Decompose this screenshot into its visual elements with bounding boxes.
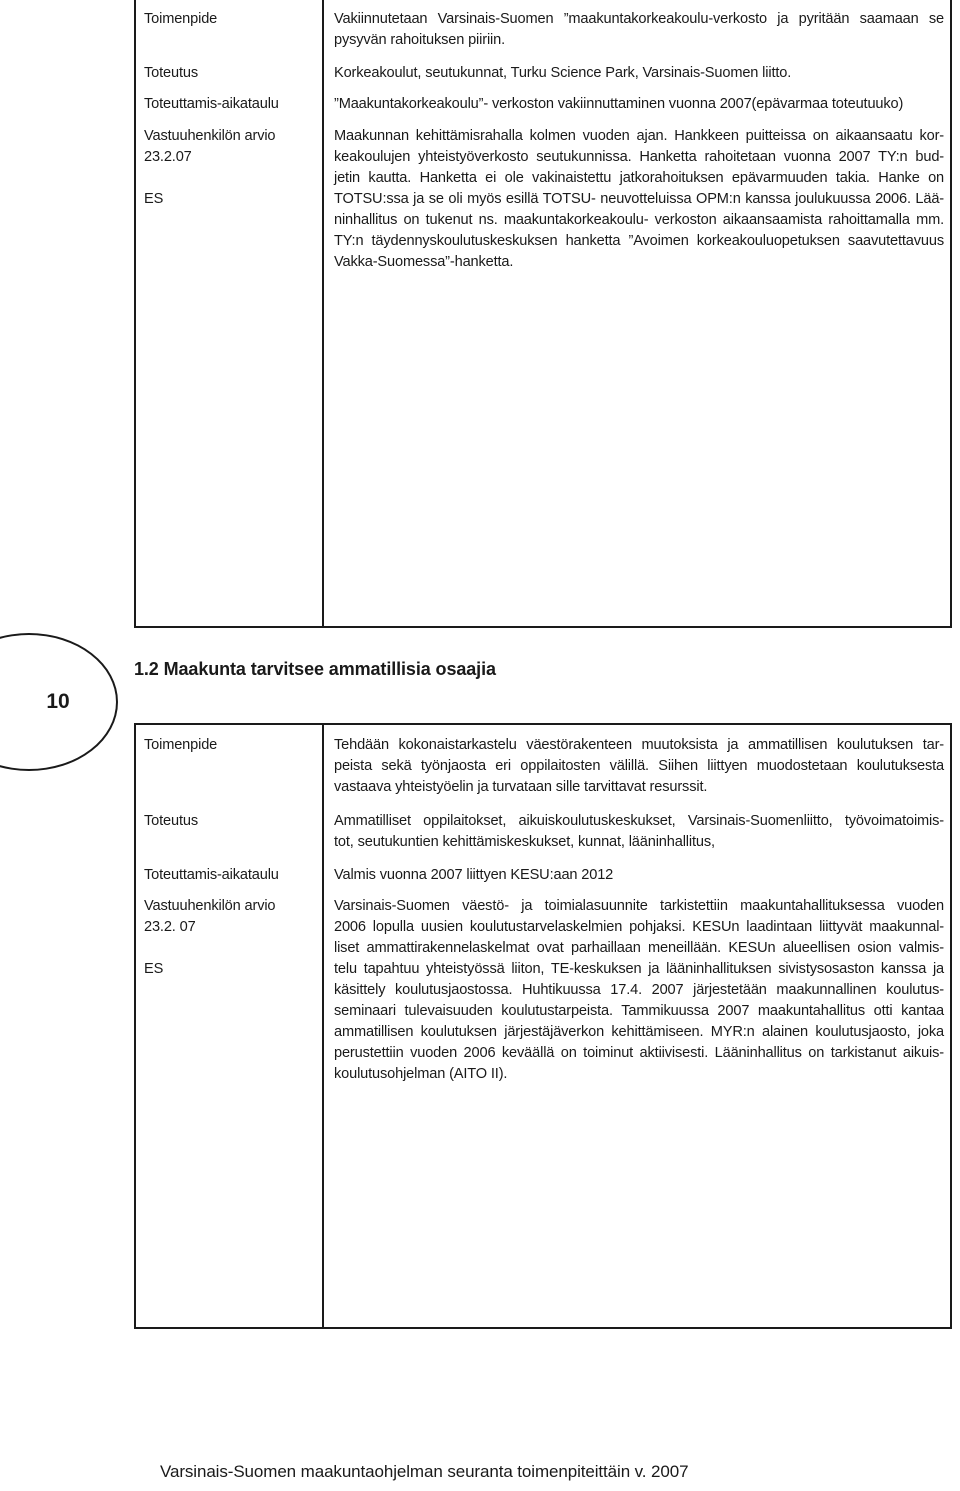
text-line: tot, seutukuntien kehittämiskeskukset, kunnat, lääninhallitus, [334, 834, 715, 850]
text-line: TOTSU:ssa ja se oli myös esillä TOTSU- neuvotteluissa OPM:n kanssa joulukuussa 2006. Lää- [334, 191, 944, 207]
row-label-arvio [144, 126, 314, 210]
text-line: Varsinais-Suomen väestö- ja toimialasuunnite tarkistettiin maakuntahallituksessa vuoden [334, 898, 944, 914]
row-label-aikataulu: Toteuttamis-aikataulu [144, 96, 279, 112]
row-value-aikataulu [334, 94, 944, 115]
table-1 [134, 0, 952, 628]
text-line: 2006 lopulla uusien koulutustarvelaskelmien pohjaksi. KESUn laadintaan liittyvät maakunnal- [334, 919, 944, 935]
row-value-arvio [334, 896, 944, 1085]
label-line: Vastuuhenkilön arvio [144, 128, 276, 144]
text-line: ammatillisen koulutuksen järjestäjäverkon kehittämiseen. MYR:n alainen koulutusjaosto, joka [334, 1024, 944, 1040]
text-line: vastaava yhteistyöelin ja turvataan sille tarvittavat resurssit. [334, 779, 708, 795]
row-value-toteutus [334, 63, 944, 84]
text-line: Vakka-Suomessa”-hanketta. [334, 254, 514, 270]
row-label-arvio [144, 896, 314, 980]
row-label-aikataulu: Toteuttamis-aikataulu [144, 867, 279, 883]
text-line: Ammatilliset oppilaitokset, aikuiskoulutuskeskukset, Varsinais-Suomenliitto, työvoimatoimis- [334, 813, 944, 829]
text-line: Valmis vuonna 2007 liittyen KESU:aan 2012 [334, 867, 614, 883]
text-line: TY:n täydennyskoulutuskeskuksen hanketta ”Avoimen korkeakouluopetuksen saavutettavuus [334, 233, 944, 249]
column-divider [322, 0, 324, 626]
text-line: jetin kautta. Hanketta ei ole vakinaistettu jatkorahoituksen epävarmuuden takia. Hanke on [334, 170, 944, 186]
text-line: keakoulujen yhteistyöverkosto seutukunnissa. Hanketta rahoitetaan vuonna 2007 TY:n bud- [334, 149, 944, 165]
section-title: 1.2 Maakunta tarvitsee ammatillisia osaajia [134, 659, 496, 679]
text-line: Korkeakoulut, seutukunnat, Turku Science Park, Varsinais-Suomen liitto. [334, 65, 792, 81]
text-line: koulutusohjelman (AITO II). [334, 1066, 508, 1082]
row-label-toimenpide: Toimenpide [144, 11, 218, 27]
page-number: 10 [46, 690, 70, 713]
text-line: ”Maakuntakorkeakoulu”- verkoston vakiinnuttaminen vuonna 2007(epävarmaa toteutuuko) [334, 96, 904, 112]
label-line: Vastuuhenkilön arvio [144, 898, 276, 914]
row-value-aikataulu [334, 865, 944, 886]
text-line: Maakunnan kehittämisrahalla kolmen vuoden ajan. Hankkeen puitteissa on aikaansaatu kor- [334, 128, 944, 144]
column-divider [322, 725, 324, 1327]
label-line: ES [144, 191, 164, 207]
row-label-toteutus: Toteutus [144, 65, 198, 81]
label-spacer [144, 938, 314, 959]
text-line: seminaari tulevaisuuden koulutustarpeista. Tammikuussa 2007 maakuntahallitus otti kantaa [334, 1003, 944, 1019]
label-line: ES [144, 961, 164, 977]
text-line: peista sekä työnjaosta eri oppilaitosten välillä. Siihen liittyen muodostetaan koulutuksesta [334, 758, 944, 774]
text-line: käsittely koulutusjaostossa. Huhtikuussa 17.4. 2007 järjestetään maakunnallinen koulutus- [334, 982, 944, 998]
row-value-arvio [334, 126, 944, 273]
label-line: 23.2. 07 [144, 919, 196, 935]
text-line: perustettiin vuoden 2006 keväällä on toiminut aktiivisesti. Lääninhallitus on tarkistanut aikuis- [334, 1045, 944, 1061]
row-label-toimenpide: Toimenpide [144, 737, 218, 753]
page-footer: Varsinais-Suomen maakuntaohjelman seuranta toimenpiteittäin v. 2007 [160, 1462, 689, 1481]
table-2 [134, 723, 952, 1329]
text-line: ninhallitus on tukenut ns. maakuntakorkeakoulu- verkoston aikaansaamista rahoittamalla mm. [334, 212, 944, 228]
text-line: telu tapahtuu yhteistyössä liiton, TE-keskuksen ja lääninhallituksen sivistysosaston kanssa ja [334, 961, 944, 977]
text-line: Vakiinnutetaan Varsinais-Suomen ”maakuntakorkeakoulu-verkosto ja pyritään saamaan se [334, 11, 944, 27]
label-line: 23.2.07 [144, 149, 192, 165]
row-label-toteutus: Toteutus [144, 813, 198, 829]
text-line: Tehdään kokonaistarkastelu väestörakenteen muutoksista ja ammatillisen koulutuksen tar- [334, 737, 944, 753]
text-line: liset ammattirakennelaskelmat ovat parhaillaan meneillään. KESUn alueellisen osion valmis- [334, 940, 944, 956]
row-value-toimenpide [334, 735, 944, 798]
label-spacer [144, 168, 314, 189]
row-value-toteutus [334, 811, 944, 853]
row-value-toimenpide [334, 9, 944, 51]
text-line: pysyvän rahoituksen piiriin. [334, 32, 506, 48]
